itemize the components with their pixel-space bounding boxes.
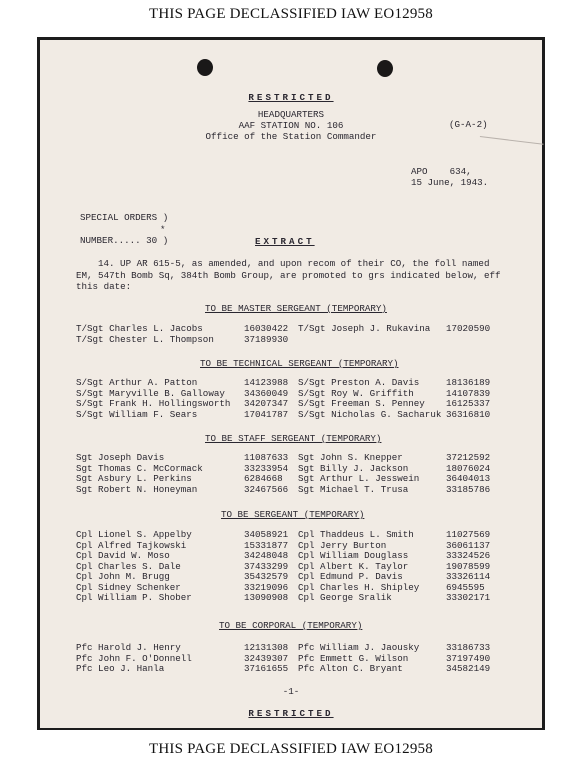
soldier-name: Cpl Jerry Burton [298, 539, 387, 551]
soldier-name: Sgt John S. Knepper [298, 452, 403, 463]
soldier-name: S/Sgt William F. Sears [76, 408, 198, 420]
serial-number: 34207347 [244, 398, 289, 409]
soldier-name: Pfc John F. O'Donnell [76, 652, 192, 664]
soldier-name: S/Sgt Preston A. Davis [298, 377, 420, 388]
serial-number: 32439307 [244, 652, 289, 664]
asterisk-mark: * [160, 224, 166, 235]
extract-heading: EXTRACT [255, 236, 315, 247]
serial-number: 33186733 [446, 642, 491, 653]
serial-number: 37189930 [244, 333, 289, 345]
soldier-name: Cpl David W. Moso [76, 550, 170, 561]
serial-number: 17041787 [244, 408, 289, 420]
header-line-2: AAF STATION NO. 106 [238, 120, 344, 131]
soldier-name: Sgt Thomas C. McCormack [76, 462, 203, 474]
serial-number: 17020590 [446, 323, 491, 334]
punch-hole-left [197, 59, 213, 76]
serial-number: 35432579 [244, 571, 289, 582]
serial-number: 14107839 [446, 387, 491, 399]
header-line-3: Office of the Station Commander [205, 131, 377, 142]
soldier-name: S/Sgt Nicholas G. Sacharuk [298, 408, 442, 420]
serial-number: 33185786 [446, 483, 491, 495]
paragraph-line-3: this date: [76, 281, 132, 292]
serial-number: 36404013 [446, 473, 491, 484]
serial-number: 37161655 [244, 663, 289, 674]
header-line-1: HEADQUARTERS [257, 109, 325, 120]
classification-bottom: RESTRICTED [248, 708, 334, 719]
serial-number: 36061137 [446, 539, 491, 551]
soldier-name: T/Sgt Charles L. Jacobs [76, 323, 203, 334]
serial-number: 11087633 [244, 452, 289, 463]
serial-number: 18076024 [446, 462, 491, 474]
declassified-banner-top: THIS PAGE DECLASSIFIED IAW EO12958 [149, 6, 433, 22]
section-heading-sergeant: TO BE SERGEANT (TEMPORARY) [221, 509, 365, 520]
serial-number: 33326114 [446, 571, 491, 582]
serial-number: 34248048 [244, 550, 289, 561]
soldier-name: Sgt Asbury L. Perkins [76, 473, 192, 484]
section-heading-staff-sergeant: TO BE STAFF SERGEANT (TEMPORARY) [205, 433, 382, 444]
serial-number: 6284668 [244, 473, 283, 484]
soldier-name: Pfc William J. Jaousky [298, 642, 420, 653]
soldier-name: S/Sgt Arthur A. Patton [76, 377, 198, 388]
soldier-name: Cpl George Sralik [298, 592, 392, 603]
declassified-banner-bottom: THIS PAGE DECLASSIFIED IAW EO12958 [149, 741, 433, 757]
serial-number: 33219096 [244, 581, 289, 593]
soldier-name: Cpl Thaddeus L. Smith [298, 529, 414, 540]
serial-number: 13090908 [244, 592, 289, 603]
serial-number: 37433299 [244, 560, 289, 572]
soldier-name: Pfc Alton C. Bryant [298, 663, 403, 674]
soldier-name: Cpl Lionel S. Appelby [76, 529, 192, 540]
soldier-name: Pfc Harold J. Henry [76, 642, 181, 653]
soldier-name: Cpl Sidney Schenker [76, 581, 181, 593]
serial-number: 33324526 [446, 550, 491, 561]
soldier-name: Sgt Billy J. Jackson [298, 462, 409, 474]
serial-number: 14123988 [244, 377, 289, 388]
serial-number: 12131308 [244, 642, 289, 653]
serial-number: 15331877 [244, 539, 289, 551]
order-paragraph [76, 258, 528, 293]
section-heading-technical-sergeant: TO BE TECHNICAL SERGEANT (TEMPORARY) [200, 358, 399, 369]
soldier-name: Cpl Albert K. Taylor [298, 560, 409, 572]
soldier-name: Cpl William Douglass [298, 550, 409, 561]
serial-number: 32467566 [244, 483, 289, 495]
serial-number: 16030422 [244, 323, 289, 334]
serial-number: 19078599 [446, 560, 491, 572]
serial-number: 33302171 [446, 592, 491, 603]
serial-number: 18136189 [446, 377, 491, 388]
punch-hole-right [377, 60, 393, 77]
serial-number: 34058921 [244, 529, 289, 540]
page-number: -1- [282, 686, 300, 697]
section-heading-master-sergeant: TO BE MASTER SERGEANT (TEMPORARY) [205, 303, 387, 314]
soldier-name: T/Sgt Joseph J. Rukavina [298, 323, 431, 334]
serial-number: 16125337 [446, 398, 491, 409]
soldier-name: Sgt Michael T. Trusa [298, 483, 409, 495]
reference-code: (G-A-2) [449, 119, 488, 130]
soldier-name: Pfc Leo J. Hanla [76, 663, 165, 674]
soldier-name: S/Sgt Maryville B. Galloway [76, 387, 225, 399]
order-number: NUMBER..... 30 ) [80, 235, 169, 246]
serial-number: 6945595 [446, 581, 485, 593]
soldier-name: T/Sgt Chester L. Thompson [76, 333, 214, 345]
document-page [40, 40, 542, 728]
soldier-name: Sgt Joseph Davis [76, 452, 165, 463]
special-orders-label: SPECIAL ORDERS ) [80, 212, 169, 223]
soldier-name: S/Sgt Frank H. Hollingsworth [76, 398, 231, 409]
serial-number: 11027569 [446, 529, 491, 540]
soldier-name: Sgt Arthur L. Jesswein [298, 473, 420, 484]
classification-top: RESTRICTED [248, 92, 334, 103]
serial-number: 33233954 [244, 462, 289, 474]
soldier-name: Cpl Edmund P. Davis [298, 571, 403, 582]
soldier-name: Sgt Robert N. Honeyman [76, 483, 198, 495]
soldier-name: Cpl William P. Shober [76, 592, 192, 603]
soldier-name: Cpl Charles H. Shipley [298, 581, 420, 593]
serial-number: 34582149 [446, 663, 491, 674]
soldier-name: Cpl John M. Brugg [76, 571, 170, 582]
serial-number: 36316810 [446, 408, 491, 420]
serial-number: 37212592 [446, 452, 491, 463]
soldier-name: Pfc Emmett G. Wilson [298, 652, 409, 664]
paragraph-line-1: 14. UP AR 615-5, as amended, and upon recom of their CO, the foll named [98, 258, 490, 269]
soldier-name: S/Sgt Roy W. Griffith [298, 387, 414, 399]
soldier-name: Cpl Charles S. Dale [76, 560, 181, 572]
soldier-name: Cpl Alfred Tajkowski [76, 539, 187, 551]
serial-number: 34360049 [244, 387, 289, 399]
section-heading-corporal: TO BE CORPORAL (TEMPORARY) [219, 620, 363, 631]
paragraph-line-2: EM, 547th Bomb Sq, 384th Bomb Group, are promoted to grs indicated below, eff [76, 269, 501, 281]
apo-number: APO 634, [411, 166, 472, 177]
soldier-name: S/Sgt Freeman S. Penney [298, 398, 425, 409]
order-date: 15 June, 1943. [411, 177, 489, 188]
serial-number: 37197490 [446, 652, 491, 664]
